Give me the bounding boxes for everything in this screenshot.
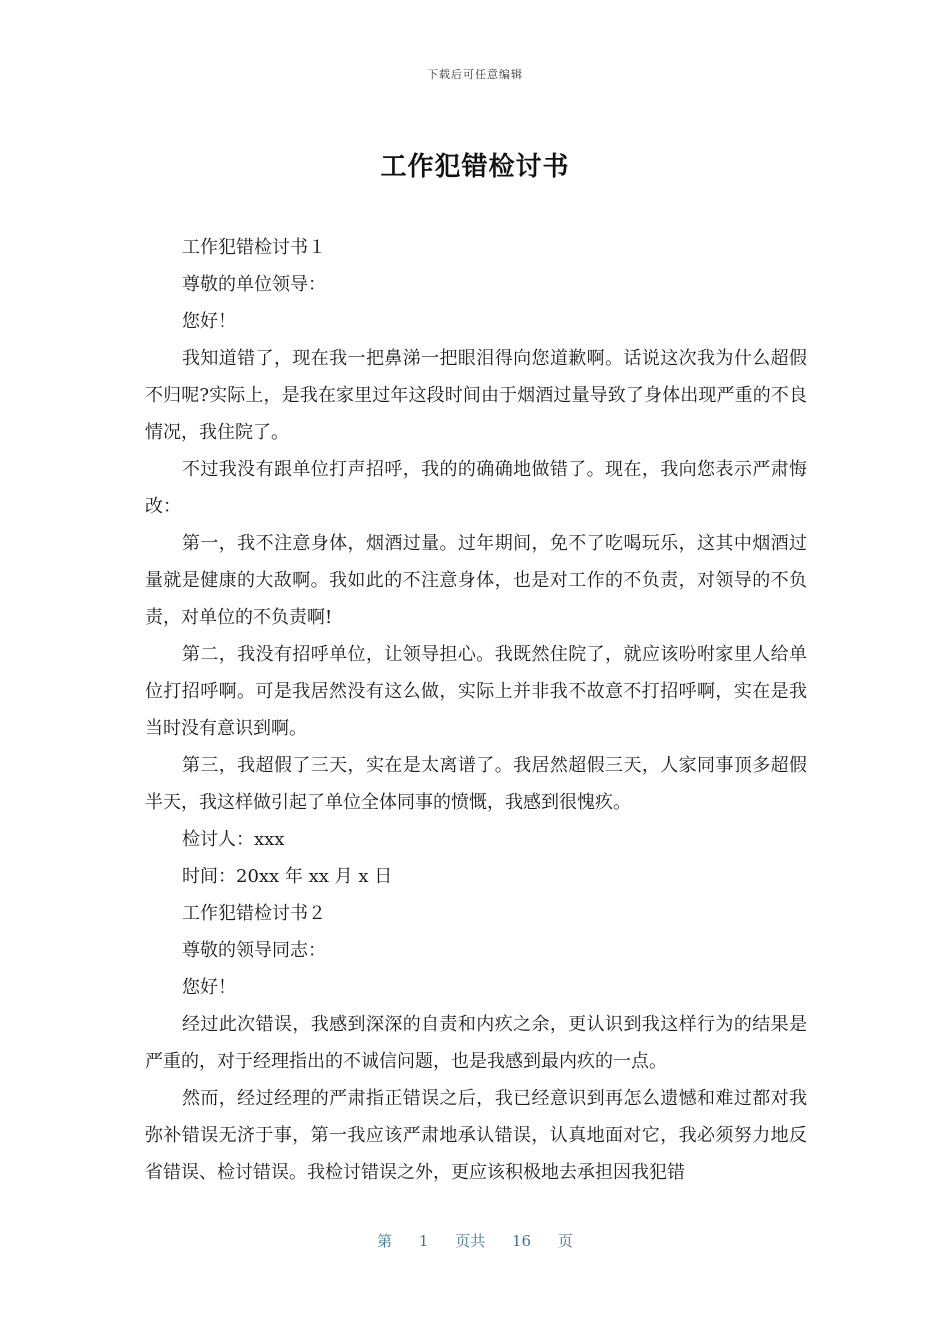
footer-suffix: 页 (557, 1232, 573, 1250)
paragraph: 时间：20xx 年 xx 月 x 日 (182, 866, 393, 887)
page-footer (0, 1230, 950, 1251)
document-title: 工作犯错检讨书 (380, 152, 570, 182)
footer-total-pages: 16 (512, 1232, 532, 1250)
footer-middle: 页共 (455, 1232, 486, 1250)
paragraph: 工作犯错检讨书１ (182, 237, 326, 258)
footer-prefix: 第 (377, 1232, 393, 1250)
footer-current-page: 1 (418, 1232, 429, 1250)
paragraph: 不过我没有跟单位打声招呼，我的的确确地做错了。现在，我向您表示严肃悔改： (145, 459, 807, 517)
document-body (145, 229, 807, 1191)
paragraph: 我知道错了，现在我一把鼻涕一把眼泪得向您道歉啊。话说这次我为什么超假不归呢?实际上，是我在家里过年这段时间由于烟酒过量导致了身体出现严重的不良情况，我住院了。 (145, 348, 807, 443)
paragraph: 第二，我没有招呼单位，让领导担心。我既然住院了，就应该吩咐家里人给单位打招呼啊。可是我居然没有这么做，实际上并非我不故意不打招呼啊，实在是我当时没有意识到啊。 (145, 644, 807, 739)
paragraph: 第一，我不注意身体，烟酒过量。过年期间，免不了吃喝玩乐，这其中烟酒过量就是健康的大敌啊。我如此的不注意身体，也是对工作的不负责，对领导的不负责，对单位的不负责啊! (145, 533, 807, 628)
paragraph: 检讨人：xxx (182, 829, 285, 850)
paragraph: 您好！ (182, 311, 236, 332)
paragraph: 尊敬的单位领导： (182, 274, 326, 295)
paragraph: 第三，我超假了三天，实在是太离谱了。我居然超假三天，人家同事顶多超假半天，我这样做引起了单位全体同事的愤慨，我感到很愧疚。 (145, 755, 807, 813)
paragraph: 您好！ (182, 977, 236, 998)
header-note: 下载后可任意编辑 (427, 68, 523, 81)
paragraph: 然而，经过经理的严肃指正错误之后，我已经意识到再怎么遗憾和难过都对我弥补错误无济于事，第一我应该严肃地承认错误，认真地面对它，我必须努力地反省错误、检讨错误。我检讨错误之外，更应该积极地去承担因我犯错 (145, 1088, 807, 1183)
paragraph: 尊敬的领导同志： (182, 940, 326, 961)
paragraph: 经过此次错误，我感到深深的自责和内疚之余，更认识到我这样行为的结果是严重的，对于经理指出的不诚信问题，也是我感到最内疚的一点。 (145, 1014, 807, 1072)
paragraph: 工作犯错检讨书２ (182, 903, 326, 924)
